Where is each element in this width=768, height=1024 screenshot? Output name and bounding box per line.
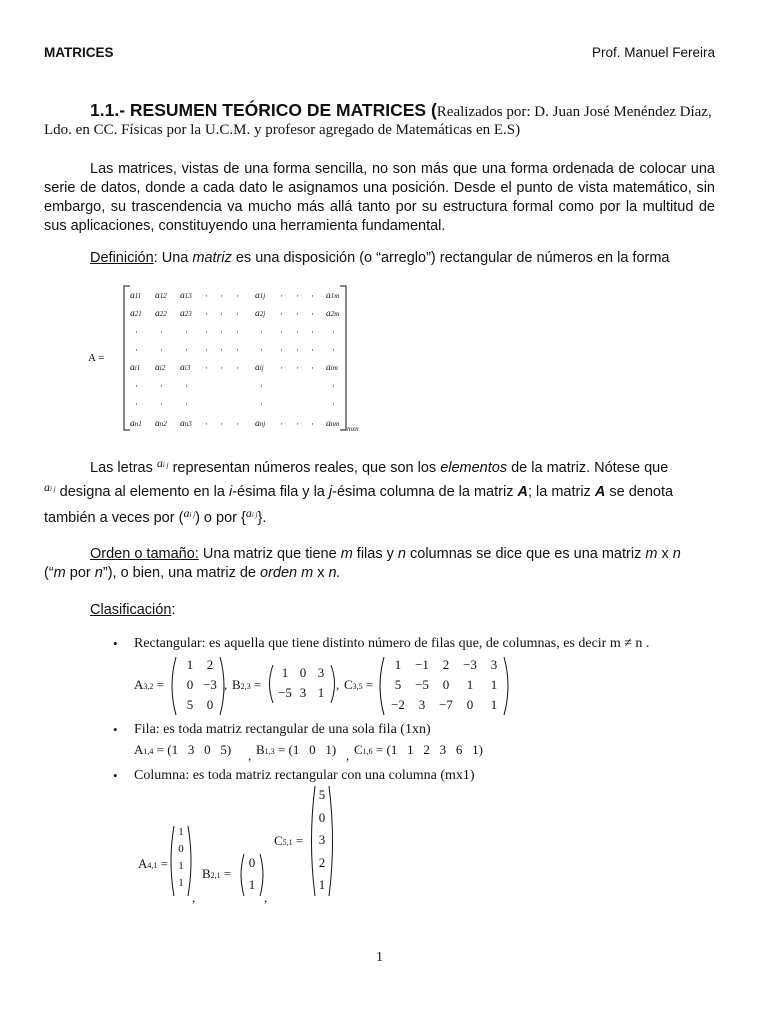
matrix-element: 0 (206, 697, 214, 712)
matrix-element: 0 (442, 677, 450, 692)
aij-symbol-1: ai j (156, 456, 169, 470)
matrix-a-dot: · (236, 419, 239, 429)
matrix-a-dot: · (236, 291, 239, 301)
matrix-a-label: A = (88, 352, 105, 364)
matrix-element: 1 (178, 877, 184, 889)
matrix-element: −5 (415, 677, 429, 692)
matrix-a-dot: · (280, 327, 283, 337)
matrix-a-dot: · (260, 327, 263, 337)
bullet-icon: • (113, 768, 118, 783)
matrix-element: −7 (439, 697, 453, 712)
matrix-a-element: a2j (255, 309, 266, 319)
title-credit-2: Ldo. en CC. Físicas por la U.C.M. y profesor agregado de Matemáticas en E.S) (44, 122, 521, 138)
letras-mid: representan números reales, que son los (168, 460, 441, 476)
matrix-element: 3 (318, 832, 326, 847)
matrix-a-dot: · (185, 327, 188, 337)
definition-post: es una disposición (o “arreglo”) rectangular de números en la forma (231, 250, 670, 266)
matrix-a-dot: · (332, 345, 335, 355)
matrix-a-dot: · (236, 363, 239, 373)
matrix-a-brackets (118, 284, 368, 436)
orden-line-2: (“m por n”), o bien, una matriz de orden m x n. (44, 565, 341, 581)
letras-line-3: también a veces por ($^{ai j}$) o por {$^{ai j}$}. (44, 506, 267, 526)
orden-line-1: Orden o tamaño: Una matriz que tiene m filas y n columnas se dice que es una matriz m x n (90, 546, 681, 562)
fila-comma-1: , (248, 748, 252, 763)
matrix-a-dot: · (236, 345, 239, 355)
matrix-element: 3 (317, 665, 325, 680)
aij-symbol-2: ai j (44, 480, 56, 494)
matrix-element: 2 (318, 854, 326, 870)
bullet-icon: • (113, 636, 118, 651)
matrix-element: 1 (178, 860, 184, 872)
matrix-a-dot: · (296, 363, 299, 373)
rect-c-name: C3,5 = (344, 677, 374, 692)
title-credit-1: Realizados por: D. Juan José Menéndez Díaz, (436, 104, 712, 120)
matrix-a-dot: · (220, 419, 223, 429)
rect-text: Rectangular: es aquella que tiene distinto número de filas que, de columnas, es decir m ≠ n . (134, 636, 650, 651)
matrix-a-dot: · (260, 345, 263, 355)
matrix-element: −1 (415, 657, 429, 672)
matrix-a-dot: · (296, 327, 299, 337)
matrix-a-dot: · (220, 363, 223, 373)
matrix-a-dot: · (332, 327, 335, 337)
matrix-a-dot: · (296, 291, 299, 301)
matrix-element: 3 (490, 657, 498, 672)
definition-line (90, 250, 669, 266)
matrix-a-element: an1 (130, 419, 142, 429)
matrix-a-dot: · (236, 309, 239, 319)
matrix-a-dot: · (205, 345, 208, 355)
matrix-a-dot: · (280, 291, 283, 301)
matrix-element: 3 (418, 697, 426, 712)
matrix-element: 1 (186, 657, 194, 672)
col-comma-2: , (264, 890, 268, 905)
matrix-a-element: an3 (180, 419, 192, 429)
clasificacion-label: Clasificación (90, 602, 172, 618)
definition-matriz: matriz (192, 250, 232, 266)
matrix-a-dot: · (205, 419, 208, 429)
matrix-element: 0 (299, 665, 307, 680)
page-number: 1 (376, 950, 383, 965)
matrix-a-dot: · (280, 363, 283, 373)
matrix-a-dot: · (220, 291, 223, 301)
matrix-element: 1 (490, 677, 498, 692)
fila-text: Fila: es toda matriz rectangular de una sola fila (1xn) (134, 722, 431, 737)
matrix-element: −3 (203, 677, 217, 692)
fila-b: B1,3 = (1 0 1) (256, 742, 337, 757)
rect-comma-2: , (336, 677, 340, 692)
matrix-a-dot: · (160, 345, 163, 355)
matrix-a-dot: · (280, 309, 283, 319)
matrix-element: 1 (490, 697, 498, 712)
matrix-element: 2 (206, 657, 214, 672)
matrix-a-element: a22 (155, 309, 167, 319)
clasificacion-heading: Clasificación: (90, 602, 176, 618)
matrix-element: 3 (299, 685, 307, 700)
fila-a: A1,4 = (1 3 0 5) (134, 742, 232, 757)
matrix-a-dot: · (220, 327, 223, 337)
matrix-element: 1 (281, 665, 289, 680)
matrix-a-dot: · (185, 345, 188, 355)
col-b-name: B2,1 = (202, 866, 232, 881)
matrix-element: 1 (394, 657, 402, 672)
matrix-a-dot: · (205, 309, 208, 319)
matrix-a-element: an2 (155, 419, 167, 429)
matrix-a-dot: · (185, 399, 188, 409)
matrix-a-element: a12 (155, 291, 167, 301)
matrix-a-element: a11 (130, 291, 142, 301)
columna-text: Columna: es toda matriz rectangular con una columna (mx1) (134, 768, 475, 783)
matrix-element: 5 (318, 787, 326, 802)
matrix-a-dot: · (260, 399, 263, 409)
matrix-a-dot: · (332, 399, 335, 409)
matrix-a-dot: · (311, 327, 314, 337)
title-main: 1.1.- RESUMEN TEÓRICO DE MATRICES ( (90, 100, 437, 120)
matrix-a-element: a1j (255, 291, 266, 301)
matrix-element: 0 (318, 809, 326, 825)
col-comma-1: , (192, 890, 196, 905)
matrix-a-dot: · (205, 327, 208, 337)
matrix-element: 5 (186, 697, 194, 712)
header-right: Prof. Manuel Fereira (591, 45, 715, 60)
matrix-a-dot: · (135, 399, 138, 409)
letras-elementos: elementos (440, 460, 508, 476)
matrix-element: −2 (391, 697, 405, 712)
letras-line-2: $^{ai j}$ designa al elemento en la i-ésima fila y la j-ésima columna de la matriz A; la matriz A se denota (44, 480, 674, 500)
matrix-element: 0 (466, 697, 474, 712)
matrix-element: 1 (466, 677, 474, 692)
matrix-element: 5 (394, 677, 402, 692)
matrix-a-dot: · (205, 291, 208, 301)
matrix-a-dot: · (311, 291, 314, 301)
matrix-a-element: a23 (180, 309, 192, 319)
matrix-element: 2 (442, 657, 450, 672)
fila-c: C1,6 = (1 1 2 3 6 1) (354, 742, 483, 757)
bullet-icon: • (113, 722, 118, 737)
matrix-a-dot: · (220, 345, 223, 355)
matrix-a-element: a21 (130, 309, 142, 319)
definition-pre: : Una (153, 250, 193, 266)
rect-comma-1: , (224, 677, 228, 692)
matrix-a-element: aim (326, 363, 338, 373)
aij-symbol-3: ai j (183, 506, 196, 520)
section-title (90, 100, 730, 121)
matrix-a-dims: mxn (347, 425, 359, 433)
matrix-element: −5 (278, 685, 292, 700)
matrix-element: 1 (178, 826, 184, 838)
matrix-a-dot: · (220, 309, 223, 319)
matrix-a-dot: · (296, 419, 299, 429)
matrix-element: 1 (248, 877, 256, 892)
matrix-a-dot: · (332, 381, 335, 391)
rect-b-name: B2,3 = (232, 677, 262, 692)
matrix-a-dot: · (160, 327, 163, 337)
matrix-a-element: anj (255, 419, 266, 429)
matrix-a-element: aij (255, 363, 264, 373)
matrix-a-dot: · (135, 327, 138, 337)
matrix-a-dot: · (296, 345, 299, 355)
matrix-a-dot: · (160, 381, 163, 391)
matrix-element: 1 (317, 685, 325, 700)
matrix-a-dot: · (311, 363, 314, 373)
matrix-a-dot: · (296, 309, 299, 319)
matrix-a-dot: · (160, 399, 163, 409)
matrix-a-element: a2m (326, 309, 340, 319)
orden-label: Orden o tamaño: (90, 546, 199, 562)
matrix-a-element: ai3 (180, 363, 191, 373)
fila-comma-2: , (346, 748, 350, 763)
letras-end: de la matriz. Nótese que (507, 460, 669, 476)
matrix-element: −3 (463, 657, 477, 672)
matrix-a-dot: · (280, 345, 283, 355)
matrix-element: 1 (318, 877, 326, 892)
matrix-element: 0 (186, 677, 194, 692)
matrix-element: 0 (248, 855, 256, 870)
matrix-a-element: ai1 (130, 363, 141, 373)
matrix-a-element: anm (326, 419, 340, 429)
letras-pre: Las letras (90, 460, 157, 476)
matrix-a-dot: · (260, 381, 263, 391)
matrix-a-element: a13 (180, 291, 192, 301)
letras-line-1 (90, 456, 669, 476)
matrix-element: 0 (178, 843, 184, 855)
matrix-a-dot: · (135, 345, 138, 355)
matrix-a-dot: · (280, 419, 283, 429)
matrix-a-dot: · (311, 345, 314, 355)
matrix-a-dot: · (185, 381, 188, 391)
matrix-a-dot: · (205, 363, 208, 373)
col-c-name: C5,1 = (274, 833, 304, 848)
matrix-a-dot: · (311, 309, 314, 319)
intro-paragraph: Las matrices, vistas de una forma sencilla, no son más que una forma ordenada de colocar una serie de datos, donde a cada dato le asignamos una posición. Desde el punto de vista matemático, sin embargo, su trascendencia va mucho más allá tanto por su estructura formal como por la multitud de sus aplicaciones, constituyendo una herramienta fundamental. (44, 161, 715, 234)
matrix-a-element: a1m (326, 291, 340, 301)
header-left: MATRICES (44, 45, 114, 60)
matrix-a-dot: · (311, 419, 314, 429)
col-a-name: A4,1 = (138, 856, 168, 871)
matrix-a-dot: · (135, 381, 138, 391)
definition-label: Definición (90, 250, 154, 266)
rect-a-name: A3,2 = (134, 677, 164, 692)
aij-symbol-4: ai j (245, 506, 258, 520)
matrix-a-dot: · (236, 327, 239, 337)
matrix-a-element: ai2 (155, 363, 166, 373)
